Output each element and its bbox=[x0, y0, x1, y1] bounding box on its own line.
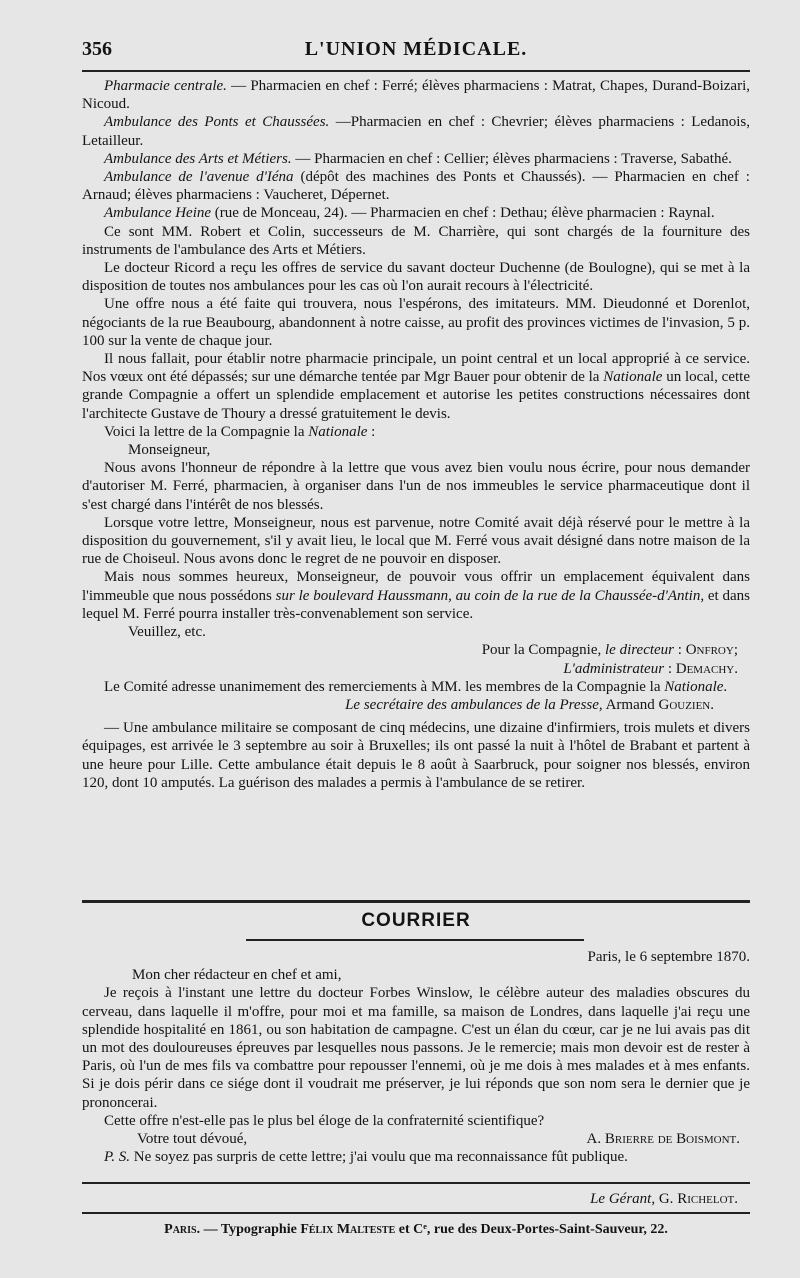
signature-line: L'administrateur : Demachy. bbox=[563, 660, 738, 677]
title-underline bbox=[246, 939, 584, 941]
paragraph: Cette offre n'est-elle pas le plus bel éloge de la confraternité scientifique? bbox=[104, 1112, 545, 1129]
postscript: P. S. Ne soyez pas surpris de cette lettre; j'ai voulu que ma reconnaissance fût publique. bbox=[104, 1149, 628, 1166]
journal-title: L'UNION MÉDICALE. bbox=[304, 38, 528, 60]
pharmacy-entry: Ambulance des Arts et Métiers. — Pharmacien en chef : Cellier; élèves pharmaciens : Traverse, Sabathé. bbox=[104, 150, 732, 167]
section-rule bbox=[82, 900, 750, 903]
page-number: 356 bbox=[82, 38, 112, 60]
letter-salutation: Monseigneur, bbox=[128, 442, 211, 459]
pharmacy-entry: Ambulance Heine (rue de Monceau, 24). — Pharmacien en chef : Dethau; élève pharmacien : Raynal. bbox=[104, 205, 715, 222]
pharmacy-entry: Ambulance de l'avenue d'Iéna (dépôt des machines des Ponts et Chaussés). — Pharmacien en chef : Arnaud; élèves pharmaciens : Vaucheret, Dépernet. bbox=[82, 169, 750, 204]
printer-line: Paris. — Typographie Félix Malteste et Cᵉ, rue des Deux-Portes-Saint-Sauveur, 22. bbox=[164, 1222, 668, 1237]
greeting: Mon cher rédacteur en chef et ami, bbox=[132, 967, 342, 984]
article-body bbox=[82, 77, 750, 792]
paragraph: Ce sont MM. Robert et Colin, successeurs de M. Charrière, qui sont chargés de la fourniture des instruments de l'ambulance des Arts et Métiers. bbox=[82, 223, 750, 258]
footer-rule bbox=[82, 1182, 750, 1184]
section-title: COURRIER bbox=[361, 910, 471, 931]
paragraph: Je reçois à l'instant une lettre du docteur Forbes Winslow, le célèbre auteur des maladies obscures du cerveau, dans laquelle il m'offre, pour moi et ma famille, sa maison de Londres, dans laquelle j'ai reçu une splendide hospitalité en 1861, ou son habitation de campagne. C'est un élan du cœur, car je ne lui avais pas dit un mot des douloureuses épreuves par lesquelles nous passons. Je le remercie; mais mon devoir est de rester à Paris, où l'un de mes fils va combattre pour repousser l'ennemi, où je me dois à mes malades et à mes enfants. Si je dois périr dans ce siége dont il voudrait me préserver, je lui réponds que son nom sera le dernier que je prononcerai. bbox=[82, 985, 750, 1111]
header-rule bbox=[82, 70, 750, 72]
paragraph: Mais nous sommes heureux, Monseigneur, de pouvoir vous offrir un emplacement équivalent dans l'immeuble que nous possédons sur le boulevard Haussmann, au coin de la rue de la Chaussée-d'Antin, et dans lequel M. Ferré pourra installer très-convenablement son service. bbox=[82, 569, 750, 622]
pharmacy-entry: Ambulance des Ponts et Chaussées. —Pharmacien en chef : Chevrier; élèves pharmaciens : Ledanois, Letailleur. bbox=[82, 114, 750, 149]
paragraph: Il nous fallait, pour établir notre pharmacie principale, un point central et un local approprié à ce service. Nos vœux ont été dépassés; sur une démarche tentée par Mgr Bauer pour obtenir de la Nationale un local, cette grande Compagnie a offert un splendide emplacement et autorise les petites constructions nécessaires dont l'architecte Gustave de Thoury a dressé gratuitement le devis. bbox=[82, 351, 750, 422]
pharmacy-entry: Pharmacie centrale. — Pharmacien en chef : Ferré; élèves pharmaciens : Matrat, Chapes, Durand-Boizari, Nicoud. bbox=[82, 78, 750, 113]
paragraph: Le Comité adresse unanimement des remerciements à MM. les membres de la Compagnie la Nationale. bbox=[104, 678, 728, 695]
date-line: Paris, le 6 septembre 1870. bbox=[587, 949, 750, 965]
page-header bbox=[82, 38, 750, 64]
paragraph: Lorsque votre lettre, Monseigneur, nous est parvenue, notre Comité avait déjà réservé pour le mettre à la disposition du gouvernement, s'il y avait lieu, le local que M. Ferré vous avait désigné dans notre maison de la rue de Choiseul. Nous avons donc le regret de ne pouvoir en disposer. bbox=[82, 514, 750, 568]
paragraph: Voici la lettre de la Compagnie la Nationale : bbox=[104, 423, 376, 440]
paragraph: — Une ambulance militaire se composant de cinq médecins, une dizaine d'infirmiers, trois mulets et divers équipages, est arrivée le 3 septembre au soir à Bruxelles; ils ont passé la nuit à l'hôtel de Brabant et partent à une heure pour Lille. Cette ambulance était depuis le 8 août à Saarbruck, pour soigner nos blessés, environ 120, dont 10 amputés. La guérison des malades a permis à l'ambulance de se retirer. bbox=[82, 720, 750, 791]
letter-closing: Veuillez, etc. bbox=[128, 624, 206, 641]
paragraph: Le docteur Ricord a reçu les offres de service du savant docteur Duchenne (de Boulogne), qui se met à la disposition de toutes nos ambulances pour les cas où l'on aurait recours à l'électricité. bbox=[82, 260, 750, 295]
footer-rule bbox=[82, 1212, 750, 1214]
letter-closing: Votre tout dévoué, A. Brierre de Boismont. bbox=[137, 1131, 740, 1148]
signature-line: Pour la Compagnie, le directeur : Onfroy; bbox=[481, 642, 738, 659]
letter-body bbox=[82, 948, 750, 1166]
manager-line: Le Gérant, G. Richelot. bbox=[590, 1191, 738, 1207]
paragraph: Nous avons l'honneur de répondre à la lettre que vous avez bien voulu nous écrire, pour nous demander d'autoriser M. Ferré, pharmacien, à organiser dans l'un de nos immeubles le service pharmaceutique dont il s'est chargé dans l'intérêt de nos blessés. bbox=[82, 460, 750, 513]
signature-line: Le secrétaire des ambulances de la Presse, Armand Gouzien. bbox=[345, 696, 714, 713]
paragraph: Une offre nous a été faite qui trouvera, nous l'espérons, des imitateurs. MM. Dieudonné et Dorenlot, négociants de la rue Beaubourg, abandonnent à notre caisse, au profit des provinces victimes de l'invasion, 5 p. 100 sur la vente de chaque jour. bbox=[82, 296, 750, 349]
